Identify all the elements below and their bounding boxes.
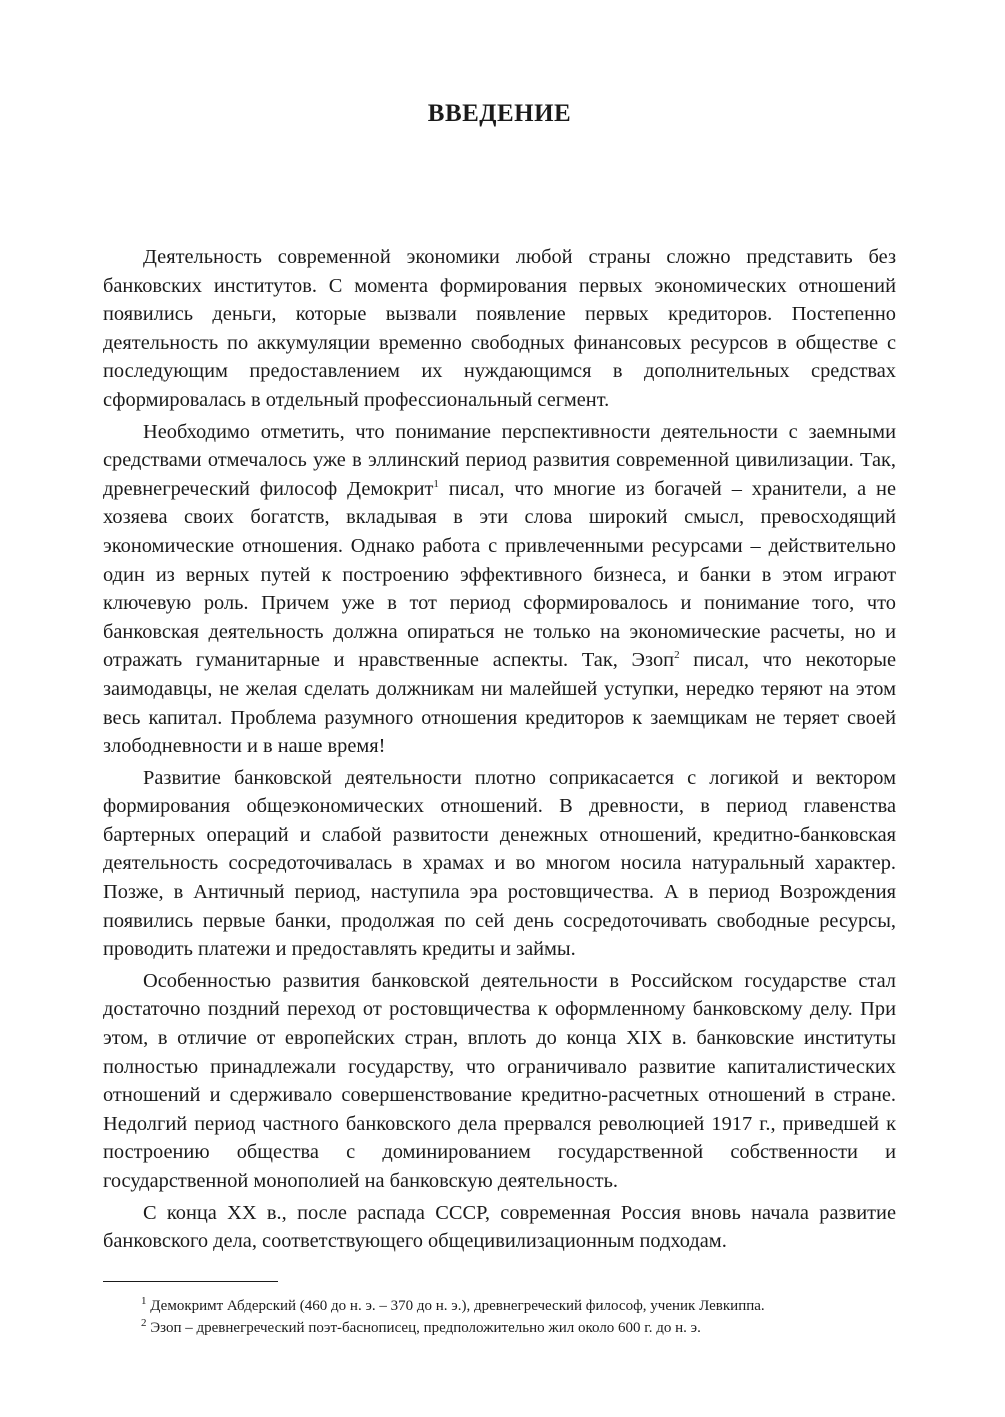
paragraph-2 bbox=[103, 418, 896, 761]
footnote-ref-1[interactable]: 1 bbox=[433, 477, 439, 490]
page-title: ВВЕДЕНИЕ bbox=[427, 100, 572, 127]
paragraph-1: Деятельность современной экономики любой страны сложно представить без банковских институтов. С момента формирования первых экономических отношений появились деньги, которые вызвали появление первых кредиторов. Постепенно деятельность по аккумуляции временно свободных финансовых ресурсов в обществе с последующим предоставлением их нуждающимся в дополнительных средствах сформировалась в отдельный профессиональный сегмент. bbox=[103, 246, 896, 411]
footnote-ref-2[interactable]: 2 bbox=[674, 649, 680, 662]
paragraph-3: Развитие банковской деятельности плотно соприкасается с логикой и вектором формирования общеэкономических отношений. В древности, в период главенства бартерных операций и слабой развитости денежных отношений, кредитно-банковская деятельность сосредоточивалась в храмах и во многом носила натуральный характер. Позже, в Античный период, наступила эра ростовщичества. А в период Возрождения появились первые банки, продолжая по сей день сосредоточивать свободные ресурсы, проводить платежи и предоставлять кредиты и займы. bbox=[103, 766, 896, 961]
paragraph-2-part-c: писал, что некоторые заимодавцы, не желая сделать должникам ни малейшей уступки, нередко теряют на этом весь капитал. Проблема разумного отношения кредиторов к заемщикам не теряет своей злободневности и в наше время! bbox=[103, 649, 897, 758]
body-text bbox=[103, 243, 896, 1259]
paragraph-4: Особенностью развития банковской деятельности в Российском государстве стал достаточно поздний переход от ростовщичества к оформленному банковскому делу. При этом, в отличие от европейских стран, вплоть до конца XIX в. банковские институты полностью принадлежали государству, что ограничивало развитие капиталистических отношений и сдерживало совершенствование кредитно-расчетных отношений в стране. Недолгий период частного банковского дела прервался революцией 1917 г., приведшей к построению общества с доминированием государственной собственности и государственной монополией на банковскую деятельность. bbox=[103, 969, 896, 1192]
footnote-2-text: Эзоп – древнегреческий поэт-баснописец, предположительно жил около 600 г. до н. э. bbox=[146, 1320, 701, 1336]
paragraph-2-part-b: писал, что многие из богачей – хранители, а не хозяева своих богатств, вкладывая в эти слова широкий смысл, превосходящий экономические отношения. Однако работа с привлеченными ресурсами – действительно один из верных путей к построению эффективного бизнеса, и банки в этом играют ключевую роль. Причем уже в тот период сформировалось и понимание того, что банковская деятельность должна опираться не только на экономические расчеты, но и отражать гуманитарные и нравственные аспекты. Так, Эзоп bbox=[103, 477, 897, 672]
footnote-1-number: 1 bbox=[141, 1295, 147, 1307]
footnote-2-number: 2 bbox=[141, 1317, 147, 1329]
footnote-divider bbox=[103, 1281, 278, 1282]
paragraph-2-part-a: Необходимо отметить, что понимание перспективности деятельности с заемными средствами отмечалось уже в эллинский период развития современной цивилизации. Так, древнегреческий философ Демокрит bbox=[103, 420, 896, 500]
footnotes bbox=[103, 1295, 896, 1339]
footnote-1 bbox=[103, 1295, 896, 1317]
footnote-1-text: Демокримт Абдерский (460 до н. э. – 370 до н. э.), древнегреческий философ, ученик Левкиппа. bbox=[146, 1298, 765, 1314]
paragraph-5: С конца XX в., после распада СССР, современная Россия вновь начала развитие банковского дела, соответствующего общецивилизационным подходам. bbox=[103, 1201, 896, 1253]
footnote-2 bbox=[103, 1317, 896, 1339]
